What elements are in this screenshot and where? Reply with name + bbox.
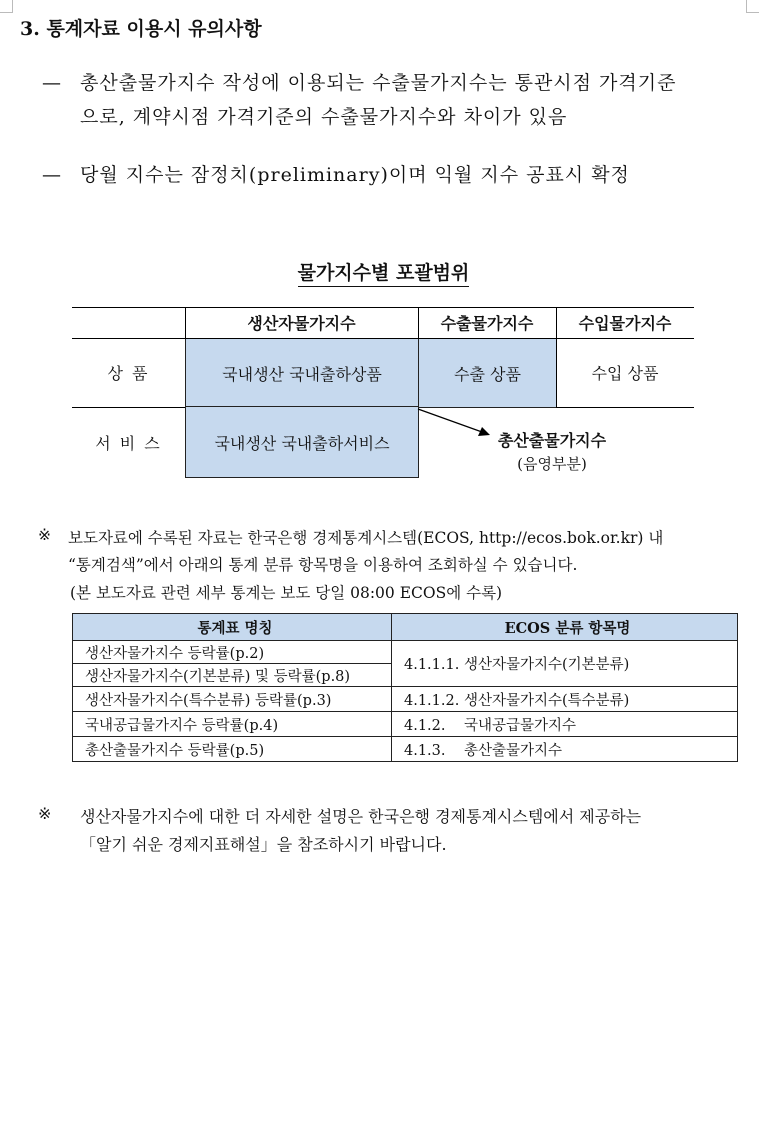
line-col-2 xyxy=(418,307,419,338)
note-line: (본 보도자료 관련 세부 통계는 보도 당일 08:00 ECOS에 수록) xyxy=(70,584,503,602)
line-top xyxy=(72,307,694,308)
table-row xyxy=(73,687,738,712)
page-corner-mark-left xyxy=(0,0,13,13)
table-cell-item: 4.1.1.1. 생산자물가지수(기본분류) xyxy=(392,641,738,687)
table-cell-name: 생산자물가지수 등락률(p.2) xyxy=(73,641,392,664)
header-import-index: 수입물가지수 xyxy=(578,314,672,333)
table-cell-name: 국내공급물가지수 등락률(p.4) xyxy=(73,712,392,737)
cell-domestic-services: 국내생산 국내출하서비스 xyxy=(185,406,419,478)
row-label-goods: 상 품 xyxy=(107,364,150,383)
total-output-index-sub: (음영부분) xyxy=(517,454,587,473)
bullet-dash: — xyxy=(42,164,62,186)
table-cell-name: 생산자물가지수(기본분류) 및 등락률(p.8) xyxy=(73,664,392,687)
bullet-line: 으로, 계약시점 가격기준의 수출물가지수와 차이가 있음 xyxy=(80,106,568,128)
line-row-divider xyxy=(72,407,185,408)
section-title: 3. 통계자료 이용시 유의사항 xyxy=(20,18,262,40)
note-ecos xyxy=(38,526,758,606)
header-export-index: 수출물가지수 xyxy=(440,314,534,333)
bullet-export-basis xyxy=(0,66,767,134)
cell-domestic-goods: 국내생산 국내출하상품 xyxy=(185,338,419,408)
page-corner-mark-right xyxy=(746,0,759,13)
coverage-diagram xyxy=(72,307,694,479)
table-cell-name: 총산출물가지수 등락률(p.5) xyxy=(73,737,392,762)
bullet-preliminary xyxy=(0,158,767,192)
row-label-services: 서 비 스 xyxy=(95,433,162,453)
coverage-title-text: 물가지수별 포괄범위 xyxy=(298,262,470,287)
line-col-3 xyxy=(556,307,557,407)
table-row xyxy=(73,712,738,737)
line-row-divider-right xyxy=(556,407,694,408)
cell-import-goods: 수입 상품 xyxy=(591,364,659,383)
ecos-table xyxy=(72,613,738,766)
line-col-1 xyxy=(185,307,186,338)
header-table-name: 통계표 명칭 xyxy=(73,614,392,641)
bullet-dash: — xyxy=(42,72,62,94)
line-header-bottom xyxy=(72,338,694,339)
table-cell-name: 생산자물가지수(특수분류) 등락률(p.3) xyxy=(73,687,392,712)
table-row xyxy=(73,737,738,762)
table-cell-item: 4.1.1.2. 생산자물가지수(특수분류) xyxy=(392,687,738,712)
note-line: 생산자물가지수에 대한 더 자세한 설명은 한국은행 경제통계시스템에서 제공하는 xyxy=(80,807,642,826)
note-guide xyxy=(38,804,758,860)
bullet-line: 총산출물가지수 작성에 이용되는 수출물가지수는 통관시점 가격기준 xyxy=(80,72,677,94)
note-mark: ※ xyxy=(38,804,52,823)
table-header-row xyxy=(73,614,738,641)
cell-export-goods: 수출 상품 xyxy=(418,338,557,408)
header-ecos-item: ECOS 분류 항목명 xyxy=(392,614,738,641)
note-mark: ※ xyxy=(38,526,51,544)
note-line: 「알기 쉬운 경제지표해설」을 참조하시기 바랍니다. xyxy=(80,835,447,854)
header-producer-index: 생산자물가지수 xyxy=(247,314,356,333)
bullet-line: 당월 지수는 잠정치(preliminary)이며 익월 지수 공표시 확정 xyxy=(80,164,630,186)
table-cell-item: 4.1.3. 총산출물가지수 xyxy=(392,737,738,762)
table-cell-item: 4.1.2. 국내공급물가지수 xyxy=(392,712,738,737)
note-line: 보도자료에 수록된 자료는 한국은행 경제통계시스템(ECOS, http://ecos.bok.or.kr) 내 xyxy=(68,529,664,547)
coverage-title xyxy=(0,258,767,285)
table-row xyxy=(73,641,738,664)
note-line: “통계검색”에서 아래의 통계 분류 항목명을 이용하여 조회하실 수 있습니다. xyxy=(68,556,578,574)
total-output-index-label: 총산출물가지수 xyxy=(497,430,607,450)
